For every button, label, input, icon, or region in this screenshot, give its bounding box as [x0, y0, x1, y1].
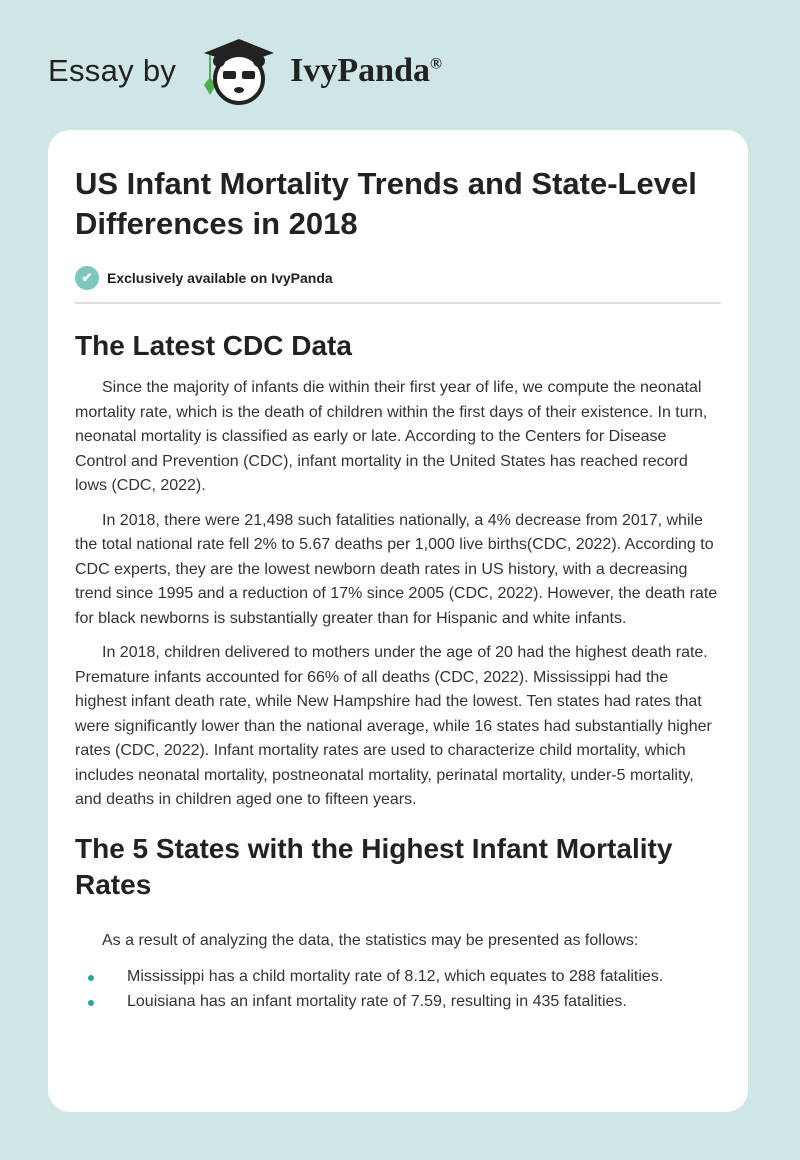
list-item: Mississippi has a child mortality rate of 8.12, which equates to 288 fatalities.: [75, 965, 721, 990]
essay-card: [48, 130, 748, 1112]
paragraph: In 2018, children delivered to mothers under the age of 20 had the highest death rate. Premature infants accounted for 66% of all deaths (CDC, 2022). Mississippi had the highest infant death rate, while New Hampshire had the lowest. Ten states had rates that were significantly lower than the national average, while 16 states had substantially higher rates (CDC, 2022). Infant mortality rates are used to characterize child mortality, which includes neonatal mortality, postneonatal mortality, perinatal mortality, under-5 mortality, and deaths in children aged one to fifteen years.: [75, 644, 712, 808]
ivypanda-logo-icon[interactable]: [194, 35, 284, 107]
exclusive-badge: [75, 266, 721, 290]
list-item: Louisiana has an infant mortality rate of 7.59, resulting in 435 fatalities.: [75, 990, 721, 1015]
paragraph: As a result of analyzing the data, the statistics may be presented as follows:: [102, 931, 639, 949]
brand-name: IvyPanda®: [290, 52, 442, 89]
section-heading: The 5 States with the Highest Infant Mortality Rates: [75, 832, 673, 900]
section-heading: The Latest CDC Data: [75, 330, 352, 361]
site-header: [48, 36, 442, 106]
divider: [75, 302, 721, 304]
bullet-list: [75, 965, 721, 1014]
check-icon: ✔: [75, 266, 99, 290]
paragraph: Since the majority of infants die within their first year of life, we compute the neonatal mortality rate, which is the death of children within the first days of their existence. In turn, neonatal mortality is classified as early or late. According to the Centers for Disease Control and Prevention (CDC), infant mortality in the United States has reached record lows (CDC, 2022).: [75, 379, 708, 494]
paragraph: In 2018, there were 21,498 such fatalities nationally, a 4% decrease from 2017, while the total national rate fell 2% to 5.67 deaths per 1,000 live births(CDC, 2022). According to CDC experts, they are the lowest newborn death rates in US history, with a decreasing trend since 1995 and a reduction of 17% since 2005 (CDC, 2022). However, the death rate for black newborns is substantially greater than for Hispanic and white infants.: [75, 511, 718, 627]
page-title: US Infant Mortality Trends and State-Level Differences in 2018: [75, 166, 697, 241]
essay-by-label: Essay by: [48, 53, 177, 88]
badge-label: Exclusively available on IvyPanda: [107, 270, 333, 286]
